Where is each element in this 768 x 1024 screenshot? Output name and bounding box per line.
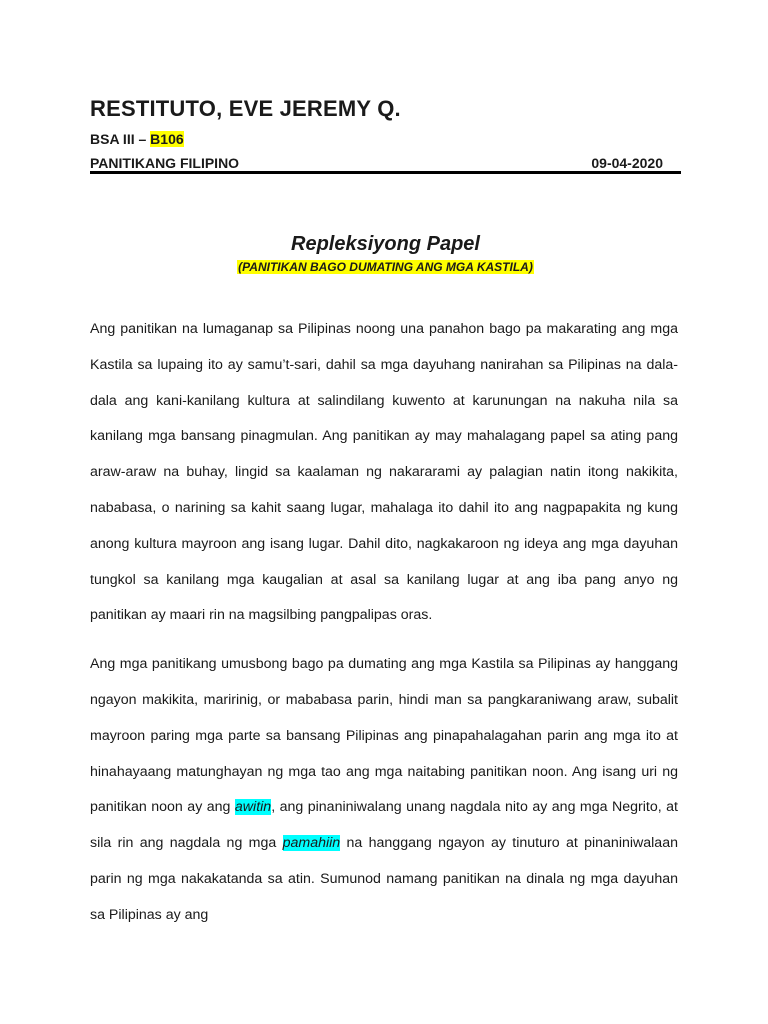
subject-row [90, 154, 681, 172]
course-section [90, 130, 681, 148]
header-divider [90, 171, 681, 174]
section-highlight: B106 [150, 131, 184, 147]
paragraph-2 [90, 647, 678, 933]
document-subtitle: (PANITIKAN BAGO DUMATING ANG MGA KASTILA) [238, 260, 533, 274]
document-header [90, 96, 681, 172]
paragraph-2-text-a: Ang mga panitikang umusbong bago pa dumating ang mga Kastila sa Pilipinas ay hanggang ngayon makikita, maririnig, or mababasa parin, hindi man sa pangkaraniwang araw, subalit mayroon paring mga parte sa bansang Pilipinas ang pinapahalagahan parin ang mga ito at hinahayaang matunghayan ng mga tao ang mga naitabing panitikan noon. Ang isang uri ng panitikan noon ay ang [90, 656, 678, 816]
paragraph-2-text-c: na hanggang ngayon ay tinuturo at pinaniniwalaan parin ng mga nakakatanda sa atin. Sumunod namang panitikan na dinala ng mga dayuhan sa Pilipinas ay ang [90, 835, 678, 923]
student-name: RESTITUTO, EVE JEREMY Q. [90, 96, 401, 121]
highlighted-term-awitin: awitin [234, 799, 272, 816]
title-block [90, 232, 681, 276]
paragraph-2-text-b: , ang pinaniniwalang unang nagdala nito ay ang mga Negrito, at sila rin ang nagdala ng mga [90, 799, 678, 852]
highlighted-term-pamahiin: pamahiin [282, 835, 341, 852]
document-title: Repleksiyong Papel [291, 233, 480, 255]
document-body [90, 312, 678, 934]
document-date: 09-04-2020 [591, 155, 663, 171]
course-label: BSA III – [90, 131, 151, 147]
paragraph-1: Ang panitikan na lumaganap sa Pilipinas noong una panahon bago pa makarating ang mga Kastila sa lupaing ito ay samu’t-sari, dahil sa mga dayuhang nanirahan sa Pilipinas na dala-dala ang kani-kanilang kultura at salindilang kuwento at karunungan na nakuha nila sa kanilang mga bansang pinagmulan. Ang panitikan ay may mahalagang papel sa ating pang araw-araw na buhay, lingid sa kaalaman ng nakararami ay palagian natin itong nakikita, nababasa, o narining sa kahit saang lugar, mahalaga ito dahil ito ang nagpapakita ng kung anong kultura mayroon ang isang lugar. Dahil dito, nagkakaroon ng ideya ang mga dayuhan tungkol sa kanilang mga kaugalian at asal sa kanilang lugar at ang iba pang anyo ng panitikan ay maari rin na magsilbing pangpalipas oras. [90, 321, 678, 624]
subject-name: PANITIKANG FILIPINO [90, 155, 240, 171]
